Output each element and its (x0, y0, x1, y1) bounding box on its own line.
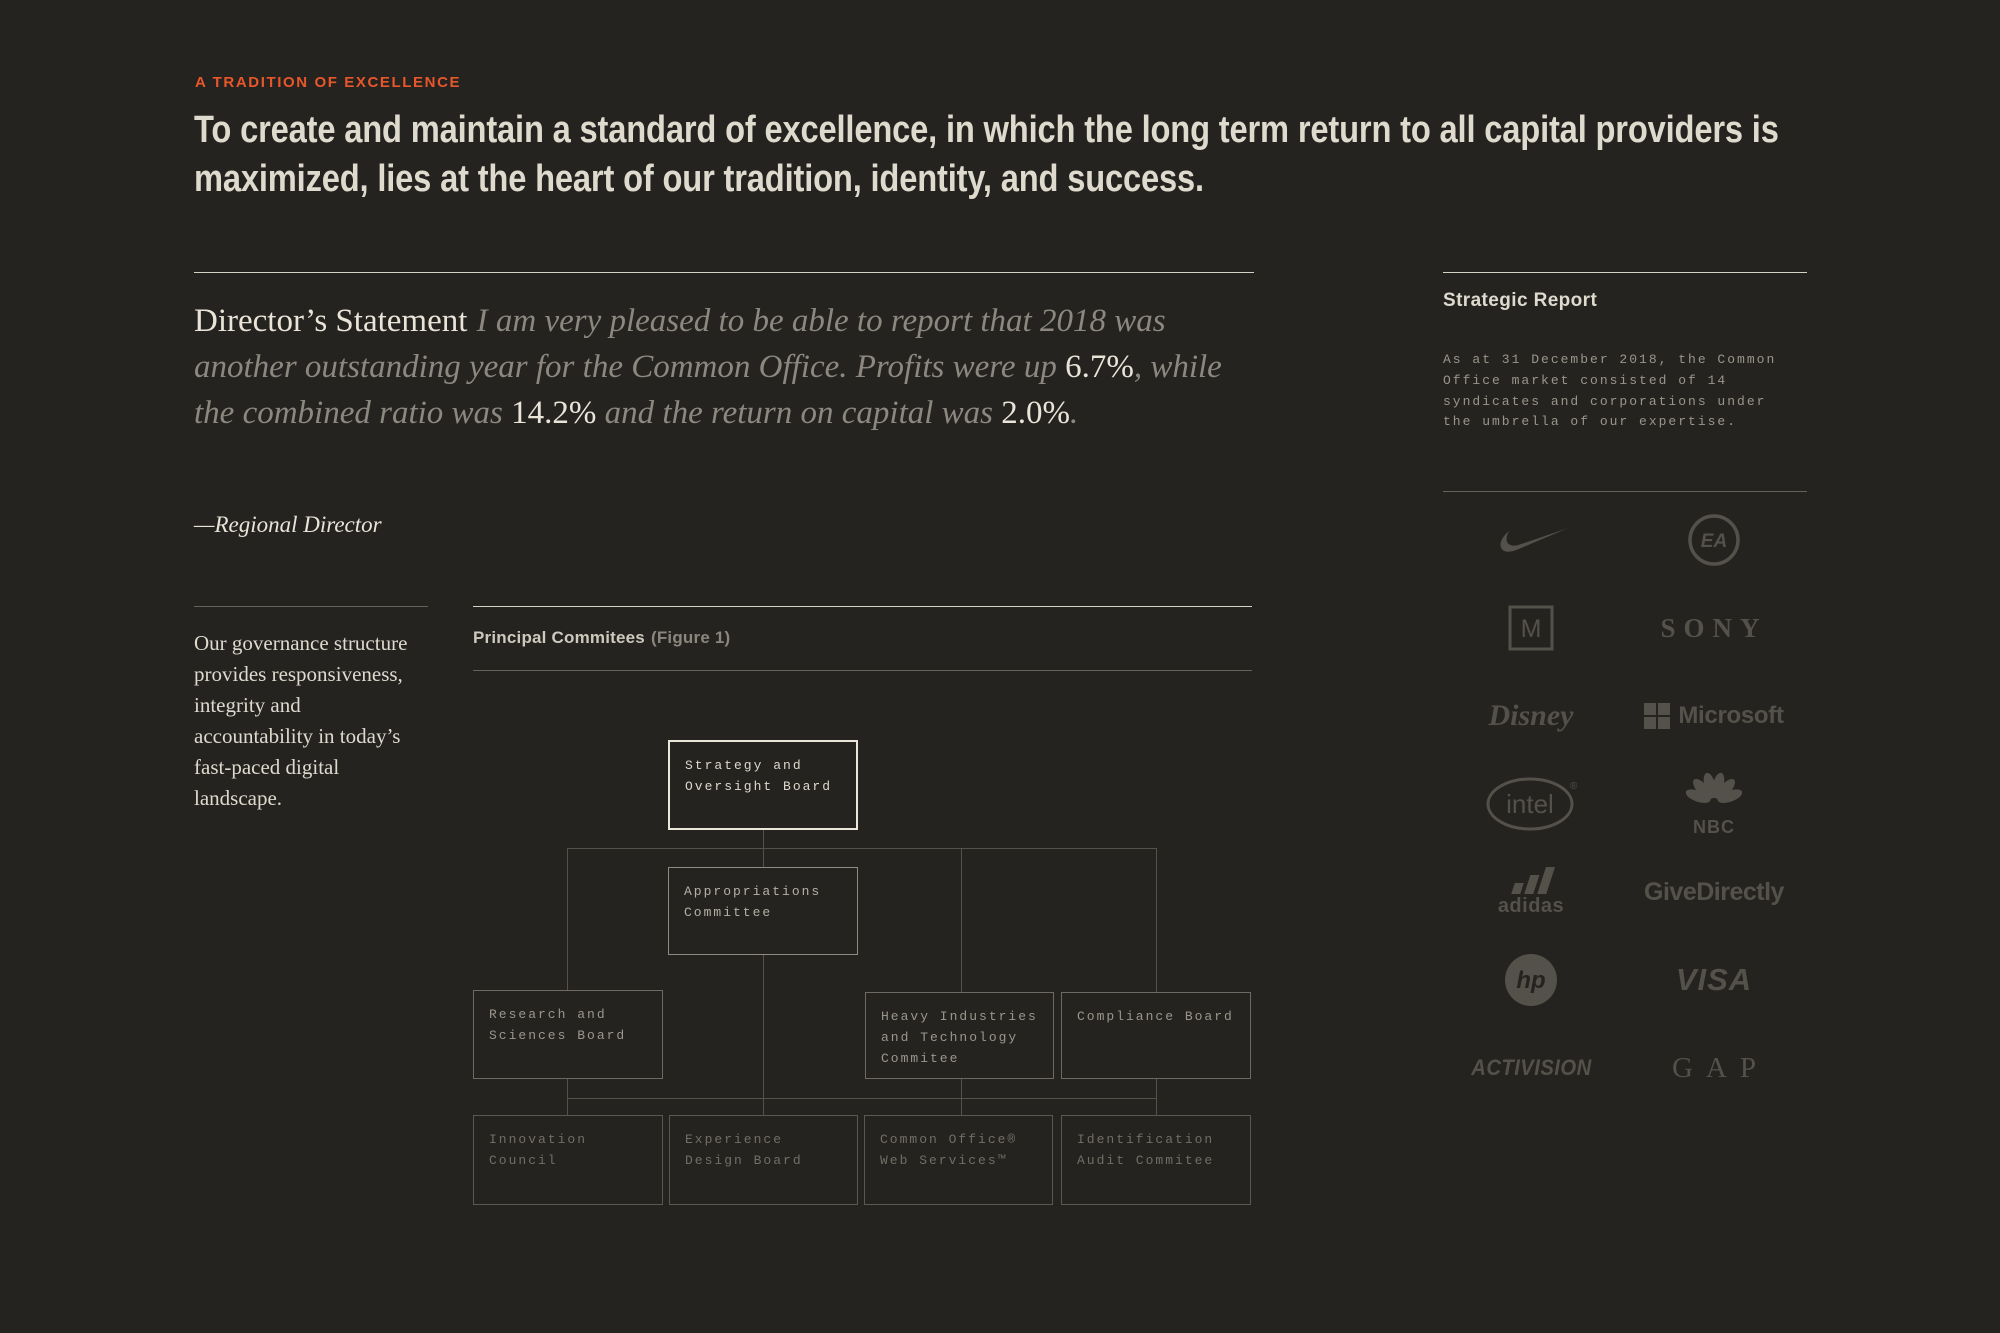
intel-logo-icon (1443, 760, 1619, 848)
adidas-logo-icon: adidas (1443, 848, 1619, 936)
svg-text:M: M (1520, 615, 1542, 643)
connector-horizontal-top (567, 848, 1157, 849)
partner-logo-grid (1443, 496, 1809, 1112)
microsoft-logo: Microsoft (1619, 672, 1809, 760)
medium-logo-icon (1443, 584, 1619, 672)
node-heavy-industries-committee: Heavy Industries and Technology Commitee (865, 992, 1054, 1079)
statement-attribution: —Regional Director (194, 512, 382, 537)
divider-sidebar-mid (1443, 491, 1807, 492)
nike-logo-icon (1443, 496, 1619, 584)
statement-highlight-capital: 2.0% (1001, 395, 1071, 432)
statement-quote: I am very pleased to be able to report that 2018 was another outstanding year for the Common Office. Profits were up (194, 303, 1166, 386)
svg-text:intel: intel (1506, 789, 1554, 819)
givedirectly-logo: GiveDirectly (1644, 877, 1784, 906)
node-identification-audit-committee: Identification Audit Commitee (1061, 1115, 1251, 1205)
org-chart (473, 670, 1252, 1218)
svg-text:®: ® (1570, 781, 1577, 792)
divider-sidebar-top (1443, 272, 1807, 273)
page-headline: To create and maintain a standard of excellence, in which the long term return to all capital providers is maximized, lies at the heart of our tradition, identity, and success. (194, 109, 1779, 201)
svg-text:NBC: NBC (1693, 817, 1735, 837)
figure-title: Principal Commitees (473, 628, 645, 647)
statement-highlight-ratio: 14.2% (511, 395, 597, 432)
statement-label: Director’s Statement (194, 303, 468, 339)
svg-text:hp: hp (1516, 967, 1546, 994)
divider-statement-top (194, 272, 1254, 273)
gap-logo: GAP (1671, 1051, 1769, 1084)
svg-text:EA: EA (1700, 531, 1728, 552)
ea-logo-icon (1619, 496, 1809, 584)
figure-header (473, 628, 730, 648)
microsoft-squares-icon (1644, 703, 1671, 730)
node-experience-design-board: Experience Design Board (669, 1115, 858, 1205)
node-strategy-oversight-board: Strategy and Oversight Board (668, 740, 858, 830)
node-research-sciences-board: Research and Sciences Board (473, 990, 663, 1079)
sony-logo: SONY (1660, 612, 1768, 643)
hp-logo-icon (1443, 936, 1619, 1024)
activision-logo: ACTIVISION (1470, 1055, 1592, 1080)
divider-governance (194, 606, 428, 607)
eyebrow-label: A TRADITION OF EXCELLENCE (195, 74, 462, 91)
visa-logo: VISA (1675, 962, 1753, 997)
node-innovation-council: Innovation Council (473, 1115, 663, 1205)
governance-note: Our governance structure provides responsiveness, integrity and accountability in today’s fast-paced digital landscape. (194, 631, 408, 811)
node-compliance-board: Compliance Board (1061, 992, 1251, 1079)
sidebar-report-text: As at 31 December 2018, the Common Office market consisted of 14 syndicates and corporations under the umbrella of our expertise. (1443, 352, 1777, 430)
nbc-logo-icon (1619, 760, 1809, 848)
connector-horizontal-bottom (567, 1098, 1157, 1099)
sidebar-title: Strategic Report (1443, 290, 1598, 311)
statement-highlight-profit: 6.7% (1065, 349, 1134, 386)
node-appropriations-committee: Appropriations Committee (668, 867, 858, 955)
node-web-services: Common Office® Web Services™ (864, 1115, 1053, 1205)
disney-logo: Disney (1488, 699, 1574, 732)
directors-statement: Director’s Statement I am very pleased to be able to report that 2018 was another outstanding year for the Common Office. Profits were up 6.7%, while the combined ratio was 14.2% and the return on capital was 2.0%. (194, 303, 1222, 432)
figure-caption: (Figure 1) (650, 628, 731, 647)
divider-figure-top (473, 606, 1252, 607)
